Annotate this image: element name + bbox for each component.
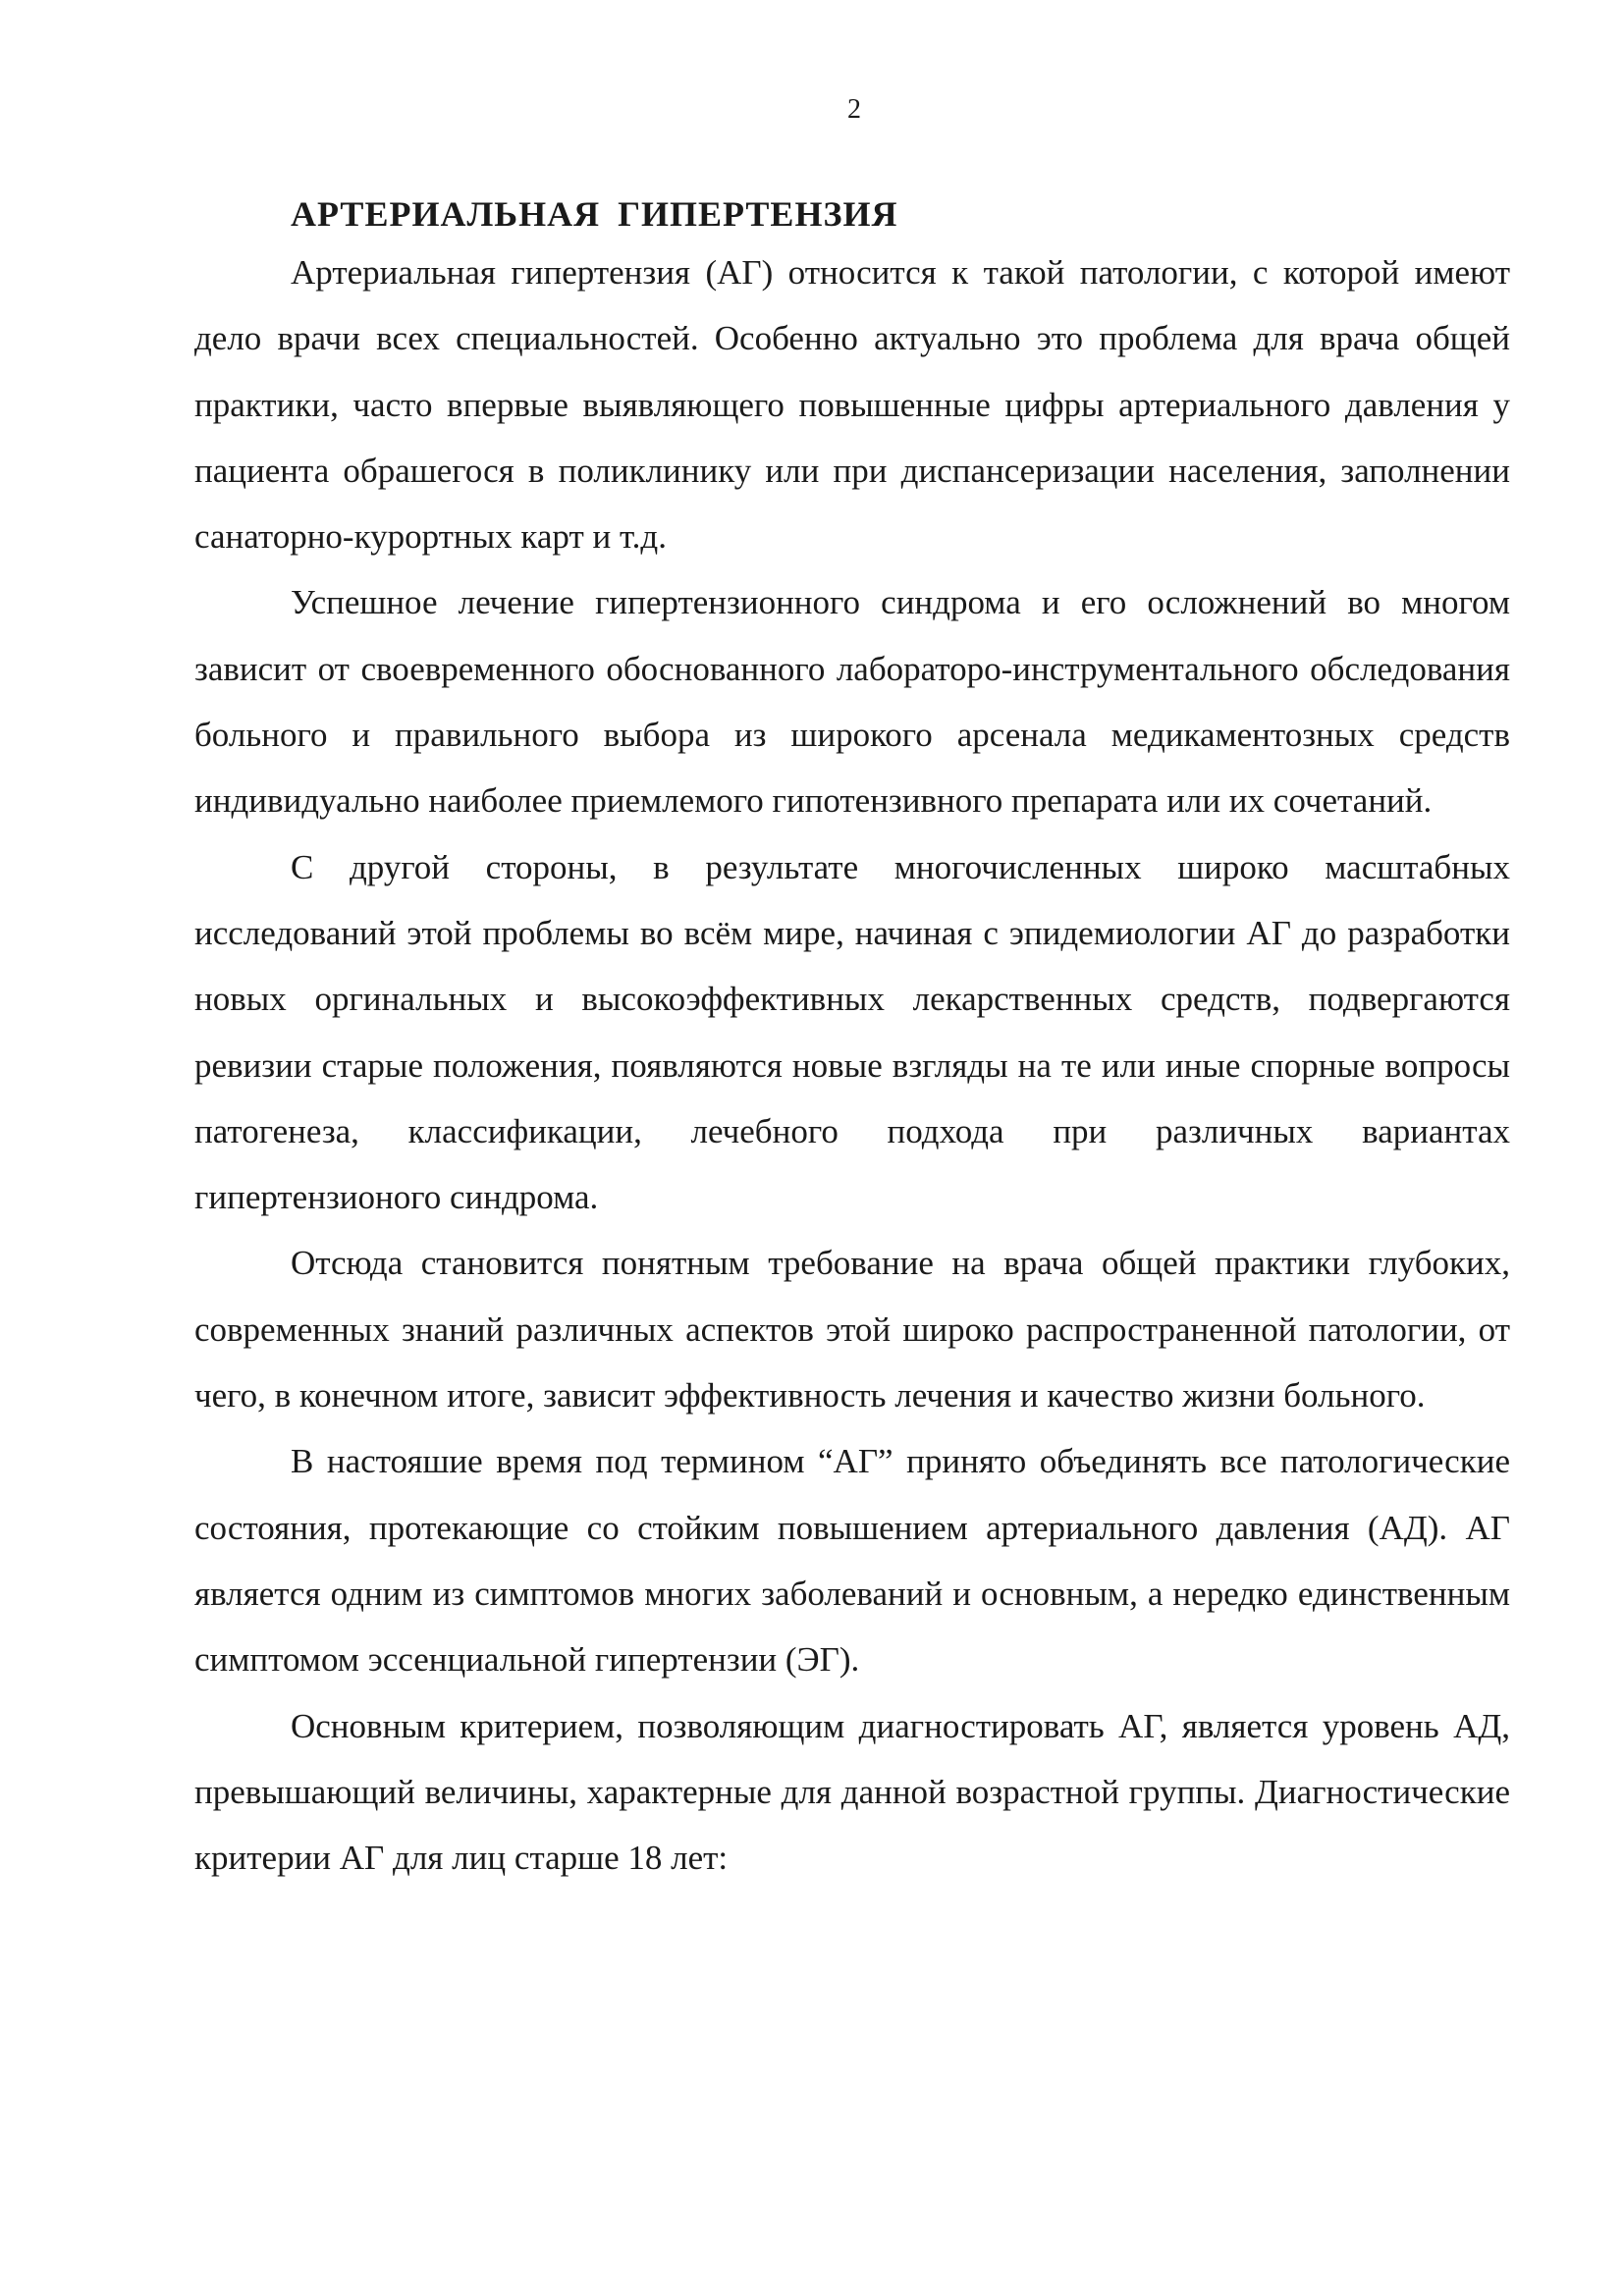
- paragraph-treatment: Успешное лечение гипертензионного синдрома и его осложнений во многом зависит от своевременного обоснованного лабораторо-инструментального обследования больного и правильного выбора из широкого арсенала медикаментозных средств индивидуально наиболее приемлемого гипотензивного препарата или их сочетаний.: [194, 583, 1510, 821]
- page-number: 2: [847, 94, 861, 125]
- paragraph-criteria: Основным критерием, позволяющим диагностировать АГ, является уровень АД, превышающий величины, характерные для данной возрастной группы. Диагностические критерии АГ для лиц старше 18 лет:: [194, 1706, 1510, 1878]
- document-body: [194, 188, 1510, 1891]
- section-heading: АРТЕРИАЛЬНАЯ ГИПЕРТЕНЗИЯ: [291, 194, 898, 234]
- paragraph-requirements: Отсюда становится понятным требование на врача общей практики глубоких, современных знаний различных аспектов этой широко распространенной патологии, от чего, в конечном итоге, зависит эффективность лечения и качество жизни больного.: [194, 1244, 1510, 1415]
- paragraph-research: С другой стороны, в результате многочисленных широко масштабных исследований этой проблемы во всём мире, начиная с эпидемиологии АГ до разработки новых оргинальных и высокоэффективных лекарственных средств, подвергаются ревизии старые положения, появляются новые взгляды на те или иные спорные вопросы патогенеза, классификации, лечебного подхода при различных вариантах гипертензионого синдрома.: [194, 847, 1510, 1217]
- paragraph-intro: Артериальная гипертензия (АГ) относится к такой патологии, с которой имеют дело врачи всех специальностей. Особенно актуально это проблема для врача общей практики, часто впервые выявляющего повышенные цифры артериального давления у пациента обрашегося в поликлинику или при диспансеризации населения, заполнении санаторно-курортных карт и т.д.: [194, 253, 1510, 557]
- paragraph-definition: В настояшие время под термином “АГ” принято объединять все патологические состояния, протекающие со стойким повышением артериального давления (АД). АГ является одним из симптомов многих заболеваний и основным, а нередко единственным симптомом эссенциальной гипертензии (ЭГ).: [194, 1442, 1510, 1680]
